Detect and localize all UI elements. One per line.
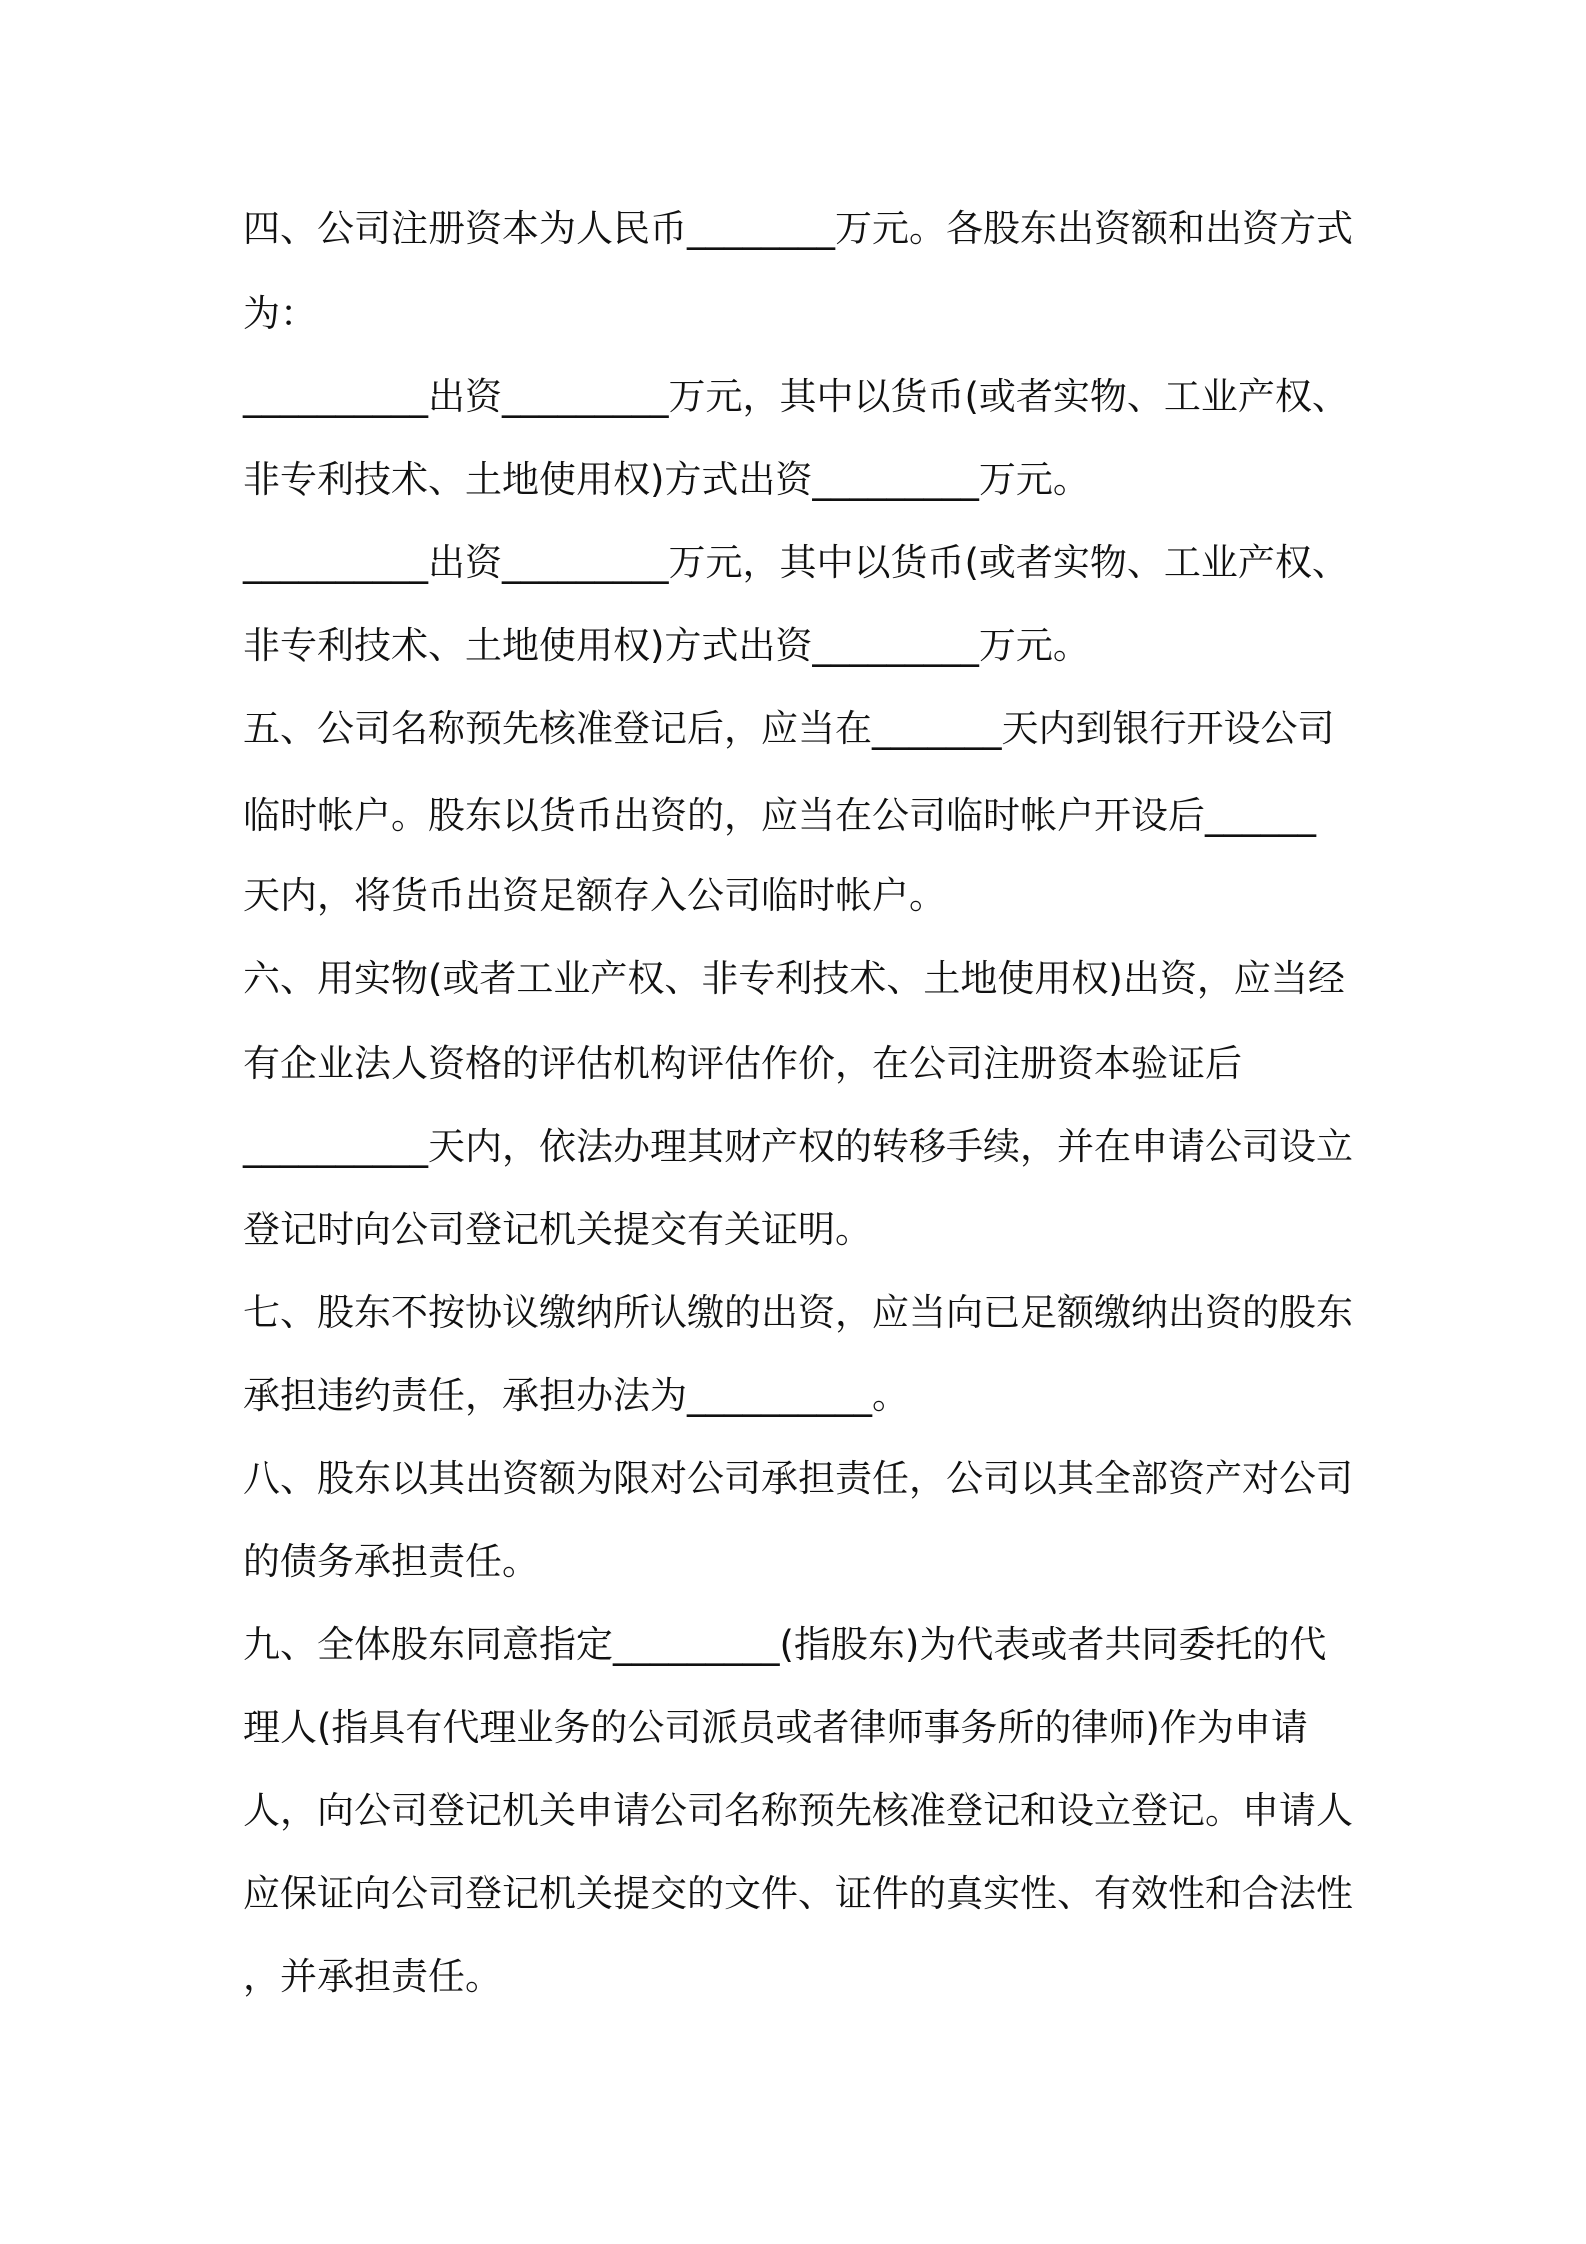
- text-line: 六、用实物(或者工业产权、非专利技术、土地使用权)出资，应当经: [243, 957, 1345, 1000]
- text-line: __________出资_________万元，其中以货币(或者实物、工业产权、: [243, 375, 1349, 418]
- text-line: __________天内，依法办理其财产权的转移手续，并在申请公司设立: [243, 1125, 1353, 1168]
- text-line: 人，向公司登记机关申请公司名称预先核准登记和设立登记。申请人: [243, 1789, 1353, 1832]
- text-line: 八、股东以其出资额为限对公司承担责任，公司以其全部资产对公司: [243, 1457, 1353, 1500]
- text-line: 天内，将货币出资足额存入公司临时帐户。: [243, 874, 946, 917]
- text-line: __________出资_________万元，其中以货币(或者实物、工业产权、: [243, 541, 1349, 584]
- text-line: 非专利技术、土地使用权)方式出资_________万元。: [243, 458, 1090, 501]
- text-line: 为：: [243, 292, 317, 335]
- text-line: 七、股东不按协议缴纳所认缴的出资，应当向已足额缴纳出资的股东: [243, 1291, 1353, 1334]
- text-line: 四、公司注册资本为人民币________万元。各股东出资额和出资方式: [243, 207, 1353, 250]
- text-line: 承担违约责任，承担办法为__________。: [243, 1374, 909, 1417]
- text-line: 应保证向公司登记机关提交的文件、证件的真实性、有效性和合法性: [243, 1872, 1353, 1915]
- text-line: 九、全体股东同意指定_________(指股东)为代表或者共同委托的代: [243, 1623, 1327, 1666]
- text-line: ，并承担责任。: [243, 1955, 502, 1998]
- text-line: 的债务承担责任。: [243, 1540, 539, 1583]
- text-line: 理人(指具有代理业务的公司派员或者律师事务所的律师)作为申请: [243, 1706, 1308, 1749]
- text-line: 临时帐户。股东以货币出资的，应当在公司临时帐户开设后______: [243, 794, 1316, 837]
- text-line: 有企业法人资格的评估机构评估作价，在公司注册资本验证后: [243, 1042, 1242, 1085]
- text-line: 登记时向公司登记机关提交有关证明。: [243, 1208, 872, 1251]
- text-line: 非专利技术、土地使用权)方式出资_________万元。: [243, 624, 1090, 667]
- text-line: 五、公司名称预先核准登记后，应当在_______天内到银行开设公司: [243, 707, 1335, 750]
